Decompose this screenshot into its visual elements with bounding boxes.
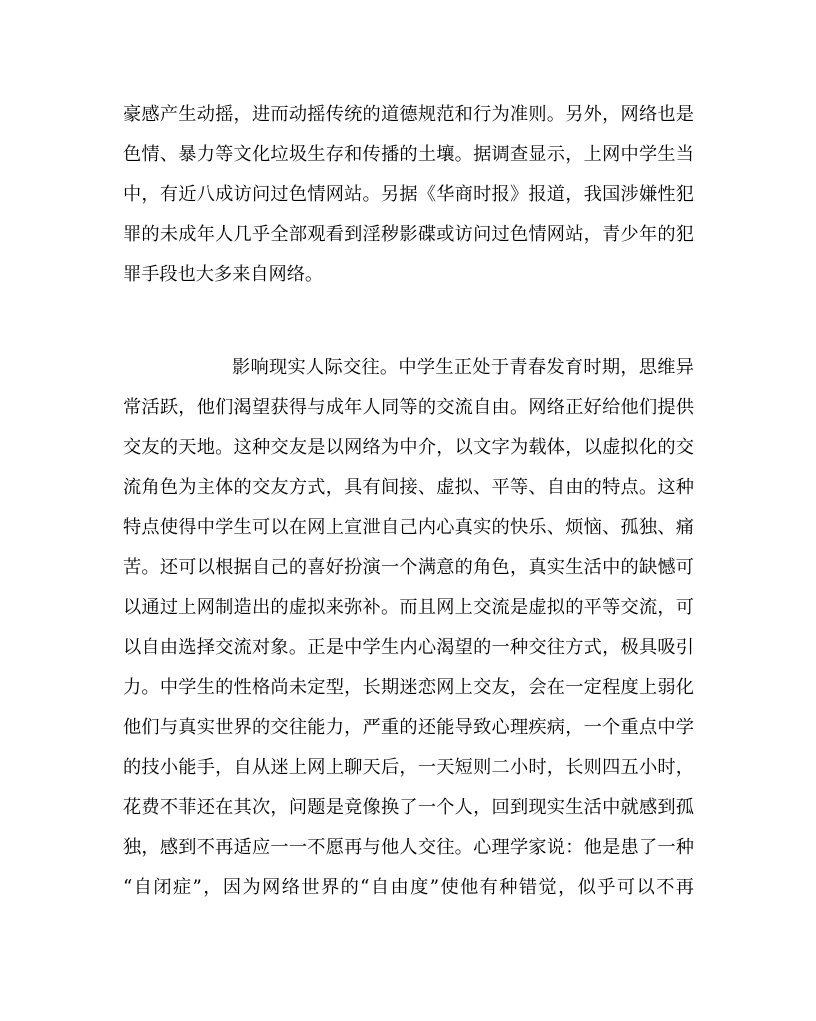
paragraph-2-line-9: 力。中学生的性格尚未定型，长期迷恋网上交友，会在一定程度上弱化 (123, 677, 694, 698)
paragraph-1-line-3: 中，有近八成访问过色情网站。另据《华商时报》报道，我国涉嫌性犯 (123, 184, 694, 205)
paragraph-2-line-7: 以通过上网制造出的虚拟来弥补。而且网上交流是虚拟的平等交流，可 (123, 597, 694, 618)
paragraph-2-line-6: 苦。还可以根据自己的喜好扮演一个满意的角色，真实生活中的缺憾可 (123, 557, 694, 578)
paragraph-2-line-5: 特点使得中学生可以在网上宣泄自己内心真实的快乐、烦恼、孤独、痛 (123, 517, 694, 538)
paragraph-1-line-5: 罪手段也大多来自网络。 (123, 264, 324, 285)
paragraph-2-line-8: 以自由选择交流对象。正是中学生内心渴望的一种交往方式，极具吸引 (123, 637, 694, 658)
paragraph-2-line-1: 影响现实人际交往。中学生正处于青春发育时期，思维异 (232, 357, 694, 378)
paragraph-2-line-3: 交友的天地。这种交友是以网络为中介，以文字为载体，以虚拟化的交 (123, 437, 694, 458)
paragraph-2-line-2: 常活跃，他们渴望获得与成年人同等的交流自由。网络正好给他们提供 (123, 397, 694, 418)
paragraph-2-line-4: 流角色为主体的交友方式，具有间接、虚拟、平等、自由的特点。这种 (123, 477, 694, 498)
paragraph-2-line-11: 的技小能手，自从迷上网上聊天后，一天短则二小时，长则四五小时， (123, 757, 694, 778)
paragraph-1-line-2: 色情、暴力等文化垃圾生存和传播的土壤。据调查显示，上网中学生当 (123, 144, 694, 165)
paragraph-2-line-12: 花费不菲还在其次，问题是竟像换了一个人，回到现实生活中就感到孤 (123, 797, 694, 818)
paragraph-1-line-1: 豪感产生动摇，进而动摇传统的道德规范和行为准则。另外，网络也是 (123, 104, 694, 125)
paragraph-2-line-10: 他们与真实世界的交往能力，严重的还能导致心理疾病，一个重点中学 (123, 717, 694, 738)
paragraph-2-line-14: “自闭症”，因为网络世界的“自由度”使他有种错觉，似乎可以不再 (123, 877, 694, 898)
paragraph-1-line-4: 罪的未成年人几乎全部观看到淫秽影碟或访问过色情网站，青少年的犯 (123, 224, 694, 245)
paragraph-2-line-13: 独，感到不再适应一一不愿再与他人交往。心理学家说：他是患了一种 (123, 837, 694, 858)
